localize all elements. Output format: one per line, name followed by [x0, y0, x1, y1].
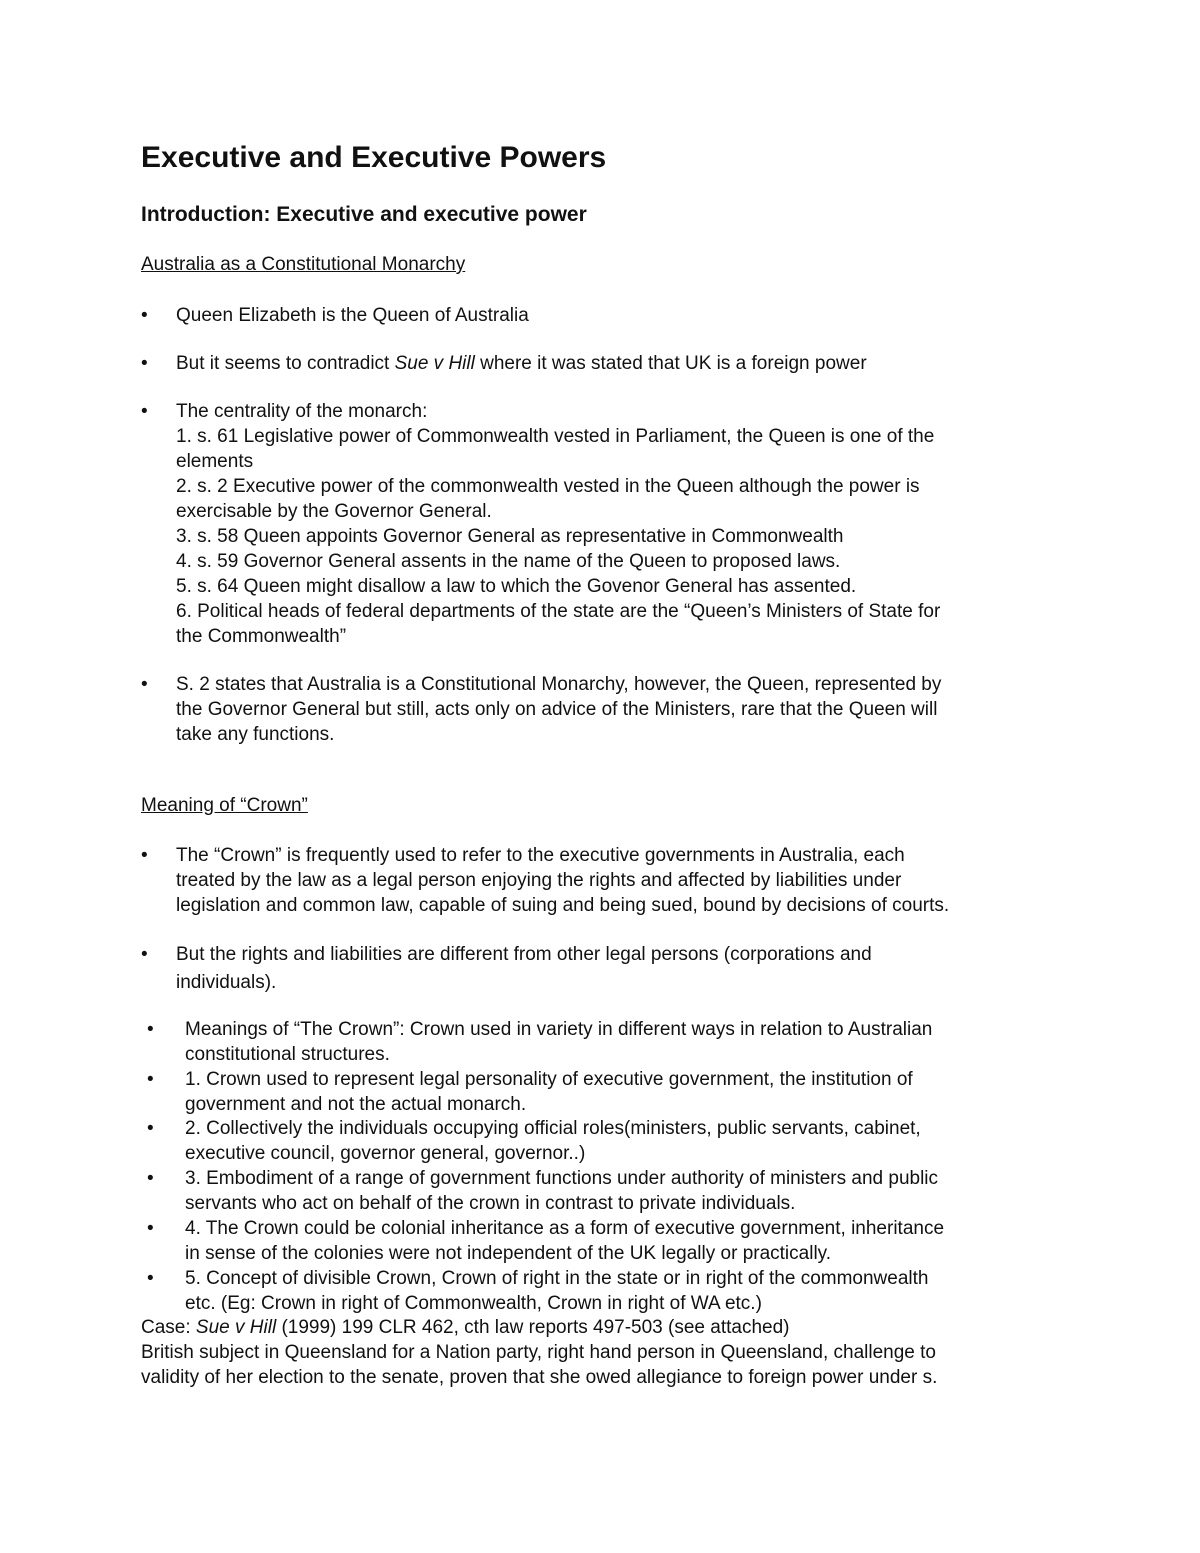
bullet-marker: •: [147, 1118, 154, 1139]
bullet-line: 4. s. 59 Governor General assents in the name of the Queen to proposed laws.: [176, 551, 841, 572]
list-item: [141, 399, 1061, 649]
bullet-line: legislation and common law, capable of suing and being sued, bound by decisions of courts.: [176, 895, 950, 916]
bullet-line: individuals).: [176, 972, 277, 993]
bullet-line: treated by the law as a legal person enjoying the rights and affected by liabilities under: [176, 870, 902, 891]
bullet-line: take any functions.: [176, 724, 335, 745]
bullet-text-post: where it was stated that UK is a foreign power: [474, 353, 867, 374]
bullet-line: the Commonwealth”: [176, 626, 347, 647]
bullet-marker: •: [141, 674, 148, 695]
bullet-line: The centrality of the monarch:: [176, 401, 428, 422]
bullet-marker: •: [141, 353, 148, 374]
case-line: [141, 1315, 1061, 1340]
bullet-marker: •: [147, 1019, 154, 1040]
section-heading-crown: Meaning of “Crown”: [141, 795, 308, 816]
bullet-marker: •: [141, 305, 148, 326]
bullet-marker: •: [147, 1268, 154, 1289]
document-title: Executive and Executive Powers: [141, 141, 607, 174]
bullet-text: [176, 351, 1061, 376]
section-heading-monarchy: Australia as a Constitutional Monarchy: [141, 254, 466, 275]
bullet-marker: •: [141, 944, 148, 965]
case-name: Sue v Hill: [394, 353, 475, 374]
list-item: [141, 1166, 1061, 1216]
bullet-line: 4. The Crown could be colonial inheritance as a form of executive government, inheritance: [185, 1218, 945, 1239]
bullet-line: 1. Crown used to represent legal personality of executive government, the institution of: [185, 1069, 913, 1090]
bullet-line: in sense of the colonies were not independent of the UK legally or practically.: [185, 1243, 832, 1264]
bullet-line: 5. Concept of divisible Crown, Crown of right in the state or in right of the commonwealth: [185, 1268, 929, 1289]
bullet-line: executive council, governor general, governor..): [185, 1143, 586, 1164]
list-item: [141, 843, 1061, 918]
bullet-line: S. 2 states that Australia is a Constitutional Monarchy, however, the Queen, represented by: [176, 674, 942, 695]
bullet-line: the Governor General but still, acts only on advice of the Ministers, rare that the Queen will: [176, 699, 938, 720]
bullet-marker: •: [141, 401, 148, 422]
bullet-line: 2. s. 2 Executive power of the commonwealth vested in the Queen although the power is: [176, 476, 920, 497]
list-item: [141, 351, 1061, 376]
list-item: [141, 1266, 1061, 1316]
list-item: [141, 941, 1061, 997]
document-subtitle: Introduction: Executive and executive power: [141, 203, 587, 226]
bullet-line: elements: [176, 451, 254, 472]
bullet-line: 5. s. 64 Queen might disallow a law to which the Govenor General has assented.: [176, 576, 857, 597]
bullet-line: 6. Political heads of federal departments of the state are the “Queen’s Ministers of State for: [176, 601, 941, 622]
case-citation: (1999) 199 CLR 462, cth law reports 497-503 (see attached): [276, 1317, 790, 1338]
case-label: Case:: [141, 1317, 196, 1338]
case-summary-line: British subject in Queensland for a Nation party, right hand person in Queensland, challenge to: [141, 1342, 936, 1363]
bullet-line: 2. Collectively the individuals occupying official roles(ministers, public servants, cabinet,: [185, 1118, 921, 1139]
bullet-line: exercisable by the Governor General.: [176, 501, 492, 522]
bullet-text-pre: But it seems to contradict: [176, 353, 395, 374]
case-paragraph: [141, 1315, 1061, 1390]
list-item: [141, 303, 1061, 328]
bullet-marker: •: [147, 1168, 154, 1189]
bullet-line: 1. s. 61 Legislative power of Commonwealth vested in Parliament, the Queen is one of the: [176, 426, 935, 447]
bullet-line: The “Crown” is frequently used to refer to the executive governments in Australia, each: [176, 845, 905, 866]
bullet-marker: •: [147, 1218, 154, 1239]
bullet-line: But the rights and liabilities are different from other legal persons (corporations and: [176, 944, 872, 965]
bullet-line: constitutional structures.: [185, 1044, 390, 1065]
case-name: Sue v Hill: [195, 1317, 277, 1338]
bullet-line: 3. s. 58 Queen appoints Governor General as representative in Commonwealth: [176, 526, 844, 547]
bullet-line: servants who act on behalf of the crown in contrast to private individuals.: [185, 1193, 796, 1214]
bullet-marker: •: [141, 845, 148, 866]
list-item: [141, 1116, 1061, 1166]
bullet-line: Meanings of “The Crown”: Crown used in variety in different ways in relation to Australian: [185, 1019, 933, 1040]
bullet-marker: •: [147, 1069, 154, 1090]
bullet-line: etc. (Eg: Crown in right of Commonwealth, Crown in right of WA etc.): [185, 1293, 762, 1314]
case-summary-line: validity of her election to the senate, proven that she owed allegiance to foreign power under s.: [141, 1367, 938, 1388]
list-item: [141, 1216, 1061, 1266]
bullet-line: 3. Embodiment of a range of government functions under authority of ministers and public: [185, 1168, 939, 1189]
bullet-text: Queen Elizabeth is the Queen of Australia: [176, 305, 529, 326]
bullet-line: government and not the actual monarch.: [185, 1094, 527, 1115]
list-item: [141, 1067, 1061, 1117]
list-item: [141, 1017, 1061, 1067]
list-item: [141, 672, 1061, 747]
